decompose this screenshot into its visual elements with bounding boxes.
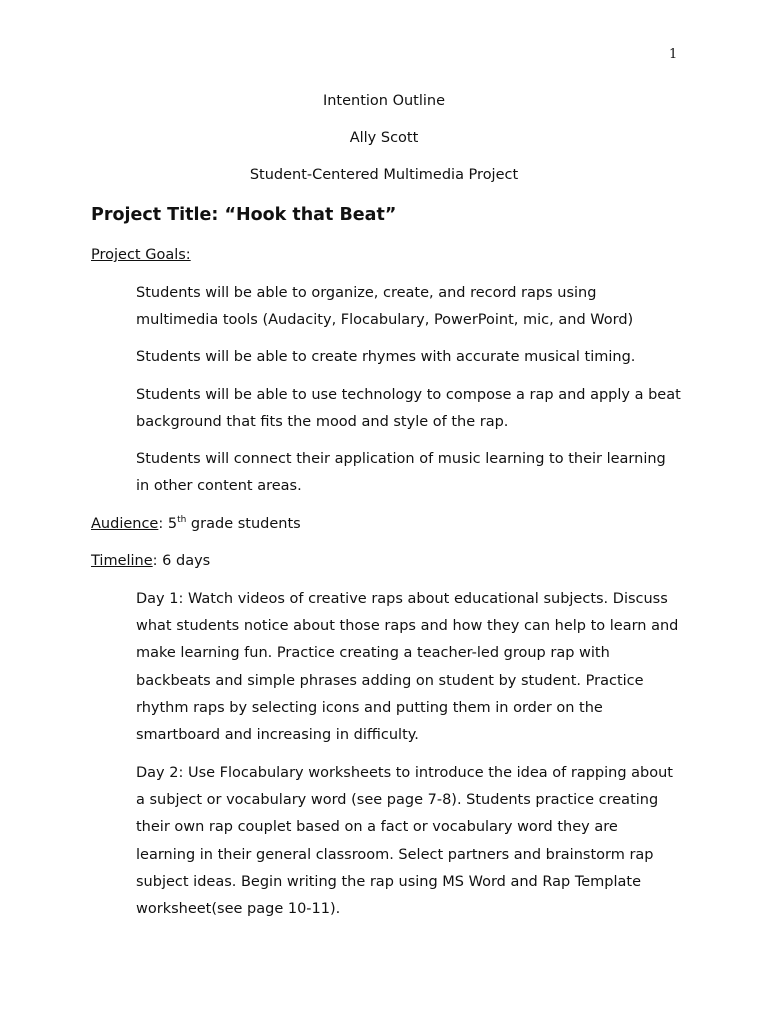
audience-value: grade students — [186, 516, 301, 532]
audience-line — [91, 516, 301, 532]
goal-item: Students will be able to use technology to compose a rap and apply a beat background that fits the mood and style of the rap. — [136, 387, 681, 431]
audience-ordinal: th — [177, 515, 187, 526]
goal-item: Students will be able to organize, create, and record raps using multimedia tools (Audacity, Flocabulary, PowerPoint, mic, and Word) — [136, 285, 634, 329]
audience-label: Audience — [91, 516, 159, 532]
timeline-line — [91, 553, 210, 569]
project-goals-label: Project Goals: — [91, 247, 191, 263]
page-number: 1 — [669, 47, 678, 62]
goal-item: Students will be able to create rhymes with accurate musical timing. — [136, 349, 636, 365]
timeline-label: Timeline — [91, 553, 153, 569]
audience-grade: : 5 — [158, 516, 178, 532]
author-name: Ally Scott — [349, 130, 419, 146]
goal-item: Students will connect their application of music learning to their learning in other content areas. — [136, 451, 666, 495]
outline-heading: Intention Outline — [322, 93, 446, 109]
day-plan-2: Day 2: Use Flocabulary worksheets to introduce the idea of rapping about a subject or vocabulary word (see page 7-8). Students practice creating their own rap couplet based on a fact or vocabulary word they are learning in their general classroom. Select partners and brainstorm rap subject ideas. Begin writing the rap using MS Word and Rap Template worksheet(see page 10-11). — [136, 765, 673, 918]
project-title: Project Title: “Hook that Beat” — [91, 205, 397, 225]
project-type: Student-Centered Multimedia Project — [249, 167, 519, 183]
timeline-value: : 6 days — [152, 553, 211, 569]
day-plan-1: Day 1: Watch videos of creative raps about educational subjects. Discuss what students notice about those raps and how they can help to learn and make learning fun. Practice creating a teacher-led group rap with backbeats and simple phrases adding on student by student. Practice rhythm raps by selecting icons and putting them in order on the smartboard and increasing in difficulty. — [136, 591, 679, 744]
